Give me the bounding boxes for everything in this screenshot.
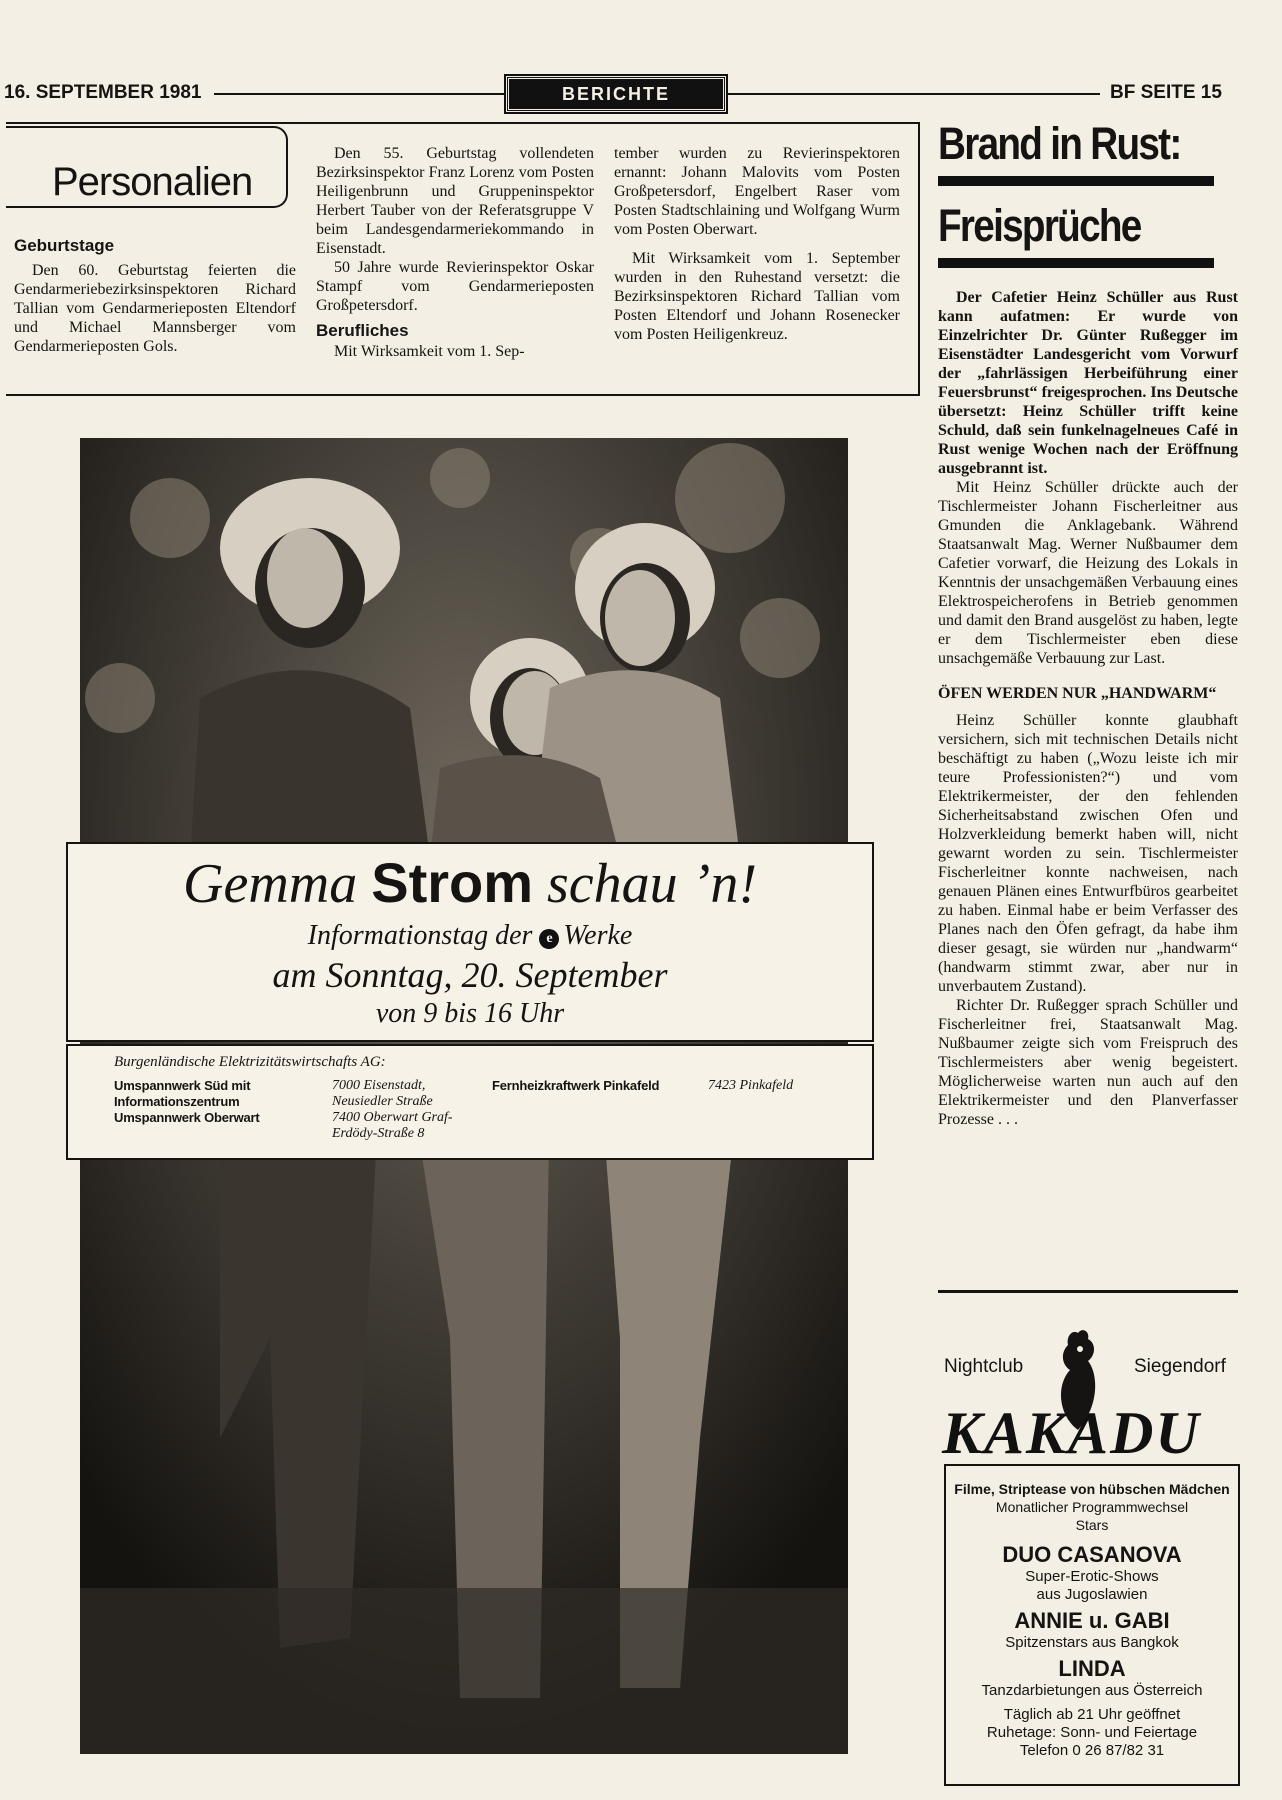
paragraph: Richter Dr. Rußegger sprach Schüller und Fischerleitner frei, Staatsanwalt Mag. Nußbaumer zeigte sich vom Freispruch des Tischlermeisters aber wenig begeistert. Möglicherweise warten nun auch auf den Elektrikermeister und den Planverfasser Prozesse . . . [938, 997, 1238, 1128]
page-number: BF SEITE 15 [1110, 82, 1222, 103]
header-rule-left [214, 93, 504, 95]
site-address: 7423 Pinkafeld [708, 1078, 794, 1093]
article-title-line-1: Brand in Rust: [938, 118, 1181, 169]
ad-address-box [66, 1044, 874, 1160]
paragraph: Mit Wirksamkeit vom 1. Sep- [334, 343, 525, 360]
company-name: Burgenländische Elektrizitätswirtschafts AG: [114, 1054, 386, 1070]
personalien-heading: Personalien [52, 160, 253, 204]
kakadu-line: Stars [1075, 1517, 1109, 1533]
kakadu-line: Filme, Striptease von hübschen Mädchen [954, 1481, 1230, 1497]
paragraph: Mit Heinz Schüller drückte auch der Tischlermeister Johann Fischerleitner aus Gmunden die Anklagebank. Während Staatsanwalt Mag. Werner Nußbaumer dem Cafetier vorwarf, die Heizung des Lokals in Kenntnis der unsachgemäßen Verbauung eines Elektrospeicherofens in Betrieb genommen und damit den Brand ausgelöst zu haben, legte er dem Tischlermeister eben diese unsachgemäße Verbauung zur Last. [938, 479, 1238, 667]
section-label: BERICHTE [561, 84, 670, 104]
date-line: am Sonntag, 20. September [272, 955, 668, 995]
time-line: von 9 bis 16 Uhr [375, 998, 565, 1029]
column-rule [938, 1290, 1238, 1293]
info-text: Werke [563, 920, 633, 951]
subhead-geburtstage: Geburtstage [14, 236, 115, 255]
subhead-berufliches: Berufliches [316, 321, 409, 340]
info-line [68, 920, 872, 952]
kakadu-ad-box [944, 1464, 1240, 1786]
article-subhead: ÖFEN WERDEN NUR „HANDWARM“ [938, 685, 1217, 702]
personalien-column-1 [14, 236, 296, 356]
act-title: ANNIE u. GABI [1014, 1608, 1170, 1633]
site-name: Fernheizkraftwerk Pinkafeld [492, 1078, 660, 1093]
paragraph: tember wurden zu Revierinspektoren ernannt: Johann Malovits vom Posten Großpetersdorf, Engelbert Raser vom Posten Stadtschlaining und Wolfgang Wurm vom Posten Oberwart. [614, 145, 900, 238]
act-desc: aus Jugoslawien [1036, 1586, 1148, 1603]
title-bar [938, 176, 1214, 186]
paragraph: Heinz Schüller konnte glaubhaft versichern, sich mit technischen Details nicht beschäftigt zu haben („Wozu leiste ich mir teure Professionisten?“) und vom Elektrikermeister, der den fehlenden Sicherheitsabstand zwischen Ofen und Holzverkleidung bemerkt haben will, nicht gewarnt worden zu sein. Tischlermeister Fischerleitner konnte nachweisen, nach genauen Plänen eines Entwurfbüros gearbeitet zu haben. Einmal habe er beim Verfasser des Planes nach den Öfen gefragt, da habe ihm dieser gesagt, sie würden nur „handwarm“ (handwarm stimmt zwar, aber nur in unverbautem Zustand). [938, 712, 1238, 995]
slogan [68, 850, 872, 916]
kakadu-logo [942, 1398, 1242, 1468]
paragraph: Den 60. Geburtstag feierten die Gendarmeriebezirksinspektoren Richard Tallian vom Gendarmerieposten Eltendorf und Michael Mannsberger vom Gendarmerieposten Gols. [14, 262, 296, 355]
title-bar [938, 258, 1214, 268]
slogan-part: schau ’n! [547, 853, 757, 915]
slogan-part: Strom [371, 851, 534, 914]
paragraph: Mit Wirksamkeit vom 1. September wurden in den Ruhestand versetzt: die Bezirksinspektoren Richard Tallian vom Posten Eltendorf und Johann Rosenecker vom Posten Heiligenkreuz. [614, 250, 900, 343]
phone-number: Telefon 0 26 87/82 31 [1019, 1742, 1165, 1759]
kakadu-line: Monatlicher Programmwechsel [995, 1499, 1189, 1515]
section-label-box [506, 76, 726, 112]
slogan-part: Gemma [183, 853, 358, 915]
kakadu-label-right: Siegendorf [1134, 1356, 1226, 1377]
personalien-column-2 [316, 144, 594, 361]
info-text: Informationstag der [307, 920, 533, 951]
act-title: DUO CASANOVA [1002, 1542, 1182, 1567]
kakadu-label-left: Nightclub [944, 1356, 1024, 1377]
e-werke-logo-icon: e [539, 929, 559, 949]
site-name: Umspannwerk Süd mit Informationszentrum [114, 1078, 251, 1109]
act-desc: Spitzenstars aus Bangkok [1005, 1634, 1179, 1651]
opening-hours: Täglich ab 21 Uhr geöffnet [1003, 1706, 1181, 1723]
site-address: 7400 Oberwart Graf-Erdödy-Straße 8 [332, 1110, 453, 1141]
site-address: 7000 Eisenstadt, Neusiedler Straße [332, 1078, 433, 1109]
kakadu-logo-text: KAKADU [942, 1400, 1201, 1466]
issue-date: 16. SEPTEMBER 1981 [4, 82, 202, 103]
paragraph: Den 55. Geburtstag vollendeten Bezirksinspektor Franz Lorenz vom Posten Heiligenbrunn und Gruppeninspektor Herbert Tauber von der Referatsgruppe V beim Landesgendarmeriekommando in Eisenstadt. [316, 145, 594, 257]
paragraph: 50 Jahre wurde Revierinspektor Oskar Stampf vom Gendarmerieposten Großpetersdorf. [316, 259, 594, 314]
act-desc: Super-Erotic-Shows [1025, 1568, 1159, 1585]
act-title: LINDA [1058, 1656, 1126, 1681]
closing-days: Ruhetage: Sonn- und Feiertage [986, 1724, 1198, 1741]
article-title-line-2: Freisprüche [938, 200, 1141, 251]
header-rule-right [726, 93, 1100, 95]
site-name: Umspannwerk Oberwart [114, 1110, 260, 1125]
article-lead: Der Cafetier Heinz Schüller aus Rust kann aufatmen: Er wurde von Einzelrichter Dr. Günter Rußegger im Eisenstädter Landesgericht vom Vorwurf der „fahrlässigen Herbeiführung einer Feuersbrunst“ freigesprochen. Ins Deutsche übersetzt: Heinz Schüller trifft keine Schuld, daß sein funkelnagelneues Café in Rust wenige Wochen nach der Eröffnung ausgebrannt ist. [938, 289, 1238, 477]
act-desc: Tanzdarbietungen aus Österreich [981, 1682, 1203, 1699]
personalien-column-3 [614, 144, 900, 344]
ad-slogan-box [66, 842, 874, 1042]
article-body [938, 288, 1238, 1129]
